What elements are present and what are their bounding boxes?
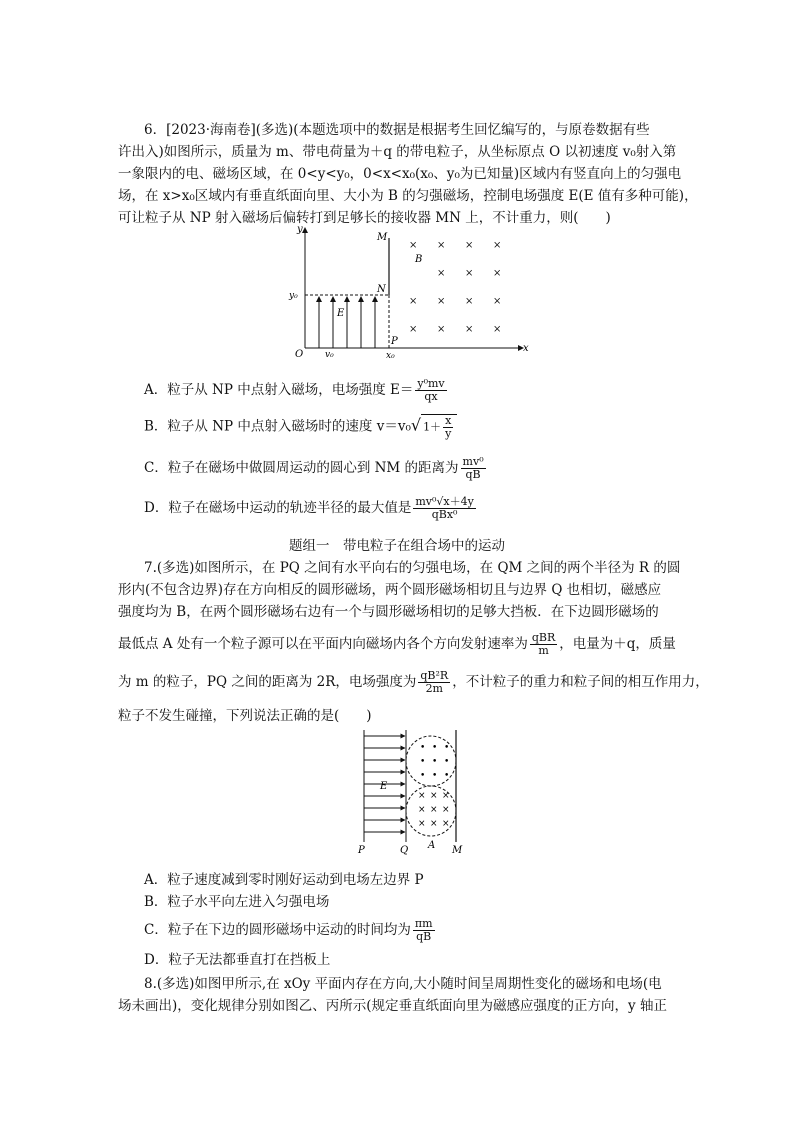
field-dot-mark: • [420,771,426,781]
q6-option-d-fraction: $\frac{\text{mv⁰√x＋4y}}{\text{qBx⁰}}$ [415,495,474,521]
fig1-x0: x₀ [386,351,395,361]
q6-option-a[interactable] [144,378,449,403]
q7-figure [350,726,470,858]
fig2-Q: Q [400,845,409,856]
q7-line3: 强度均为 B，在两个圆形磁场右边有一个与圆形磁场相切的足够大挡板．在下边圆形磁场的 [118,604,659,620]
field-dot-mark: • [432,757,438,767]
fig2-E: E [380,781,388,792]
q6-option-b[interactable]: B．粒子从 NP 中点射入磁场时的速度 v＝v₀√ 1＋ $\frac{x}{y}$ [144,414,457,440]
q6-line4: 场，在 x>x₀区域内有垂直纸面向里、大小为 B 的匀强磁场，控制电场强度 E(E 值有多种可能)， [118,188,698,204]
field-cross-mark: × [430,819,438,829]
q6-option-b-root: 1＋ $\frac{x}{y}$ [421,414,457,440]
field-cross-mark: × [418,819,426,829]
field-cross-mark: × [409,324,418,335]
fig1-N: N [377,284,386,295]
field-dot-mark: • [420,743,426,753]
fig1-P: P [391,336,398,347]
q6-figure [285,222,535,362]
field-cross-mark: × [493,240,502,251]
fig2-M: M [452,845,463,856]
fig2-A: A [428,840,436,851]
field-cross-mark: × [437,268,446,279]
q7-line5: 为 m 的粒子，PQ 之间的距离为 2R，电场强度为 $\frac{\text{qB²R}}{2m}$ ，不计粒子的重力和粒子间的相互作用力， [118,669,709,695]
q7-line4: 最低点 A 处有一个粒子源可以在平面内向磁场内各个方向发射速率为 $\frac{\text{qBR}}{m}$ ，电量为＋q，质量 [118,631,676,657]
field-cross-mark: × [430,805,438,815]
q7-option-d[interactable]: D．粒子无法都垂直打在挡板上 [144,952,331,968]
fig1-B: B [415,254,423,265]
field-cross-mark: × [442,791,450,801]
q6-option-a-fraction: $\frac{\text{y⁰mv}}{qx}$ [417,377,445,403]
field-cross-mark: × [409,296,418,307]
fig1-y0: y₀ [289,291,298,301]
q8-line2: 场未画出)，变化规律分别如图乙、丙所示(规定垂直纸面向里为磁感应强度的正方向，y 轴正 [118,998,667,1014]
q7-option-c-fraction: $\frac{\pi m}{qB}$ [414,917,433,943]
field-cross-mark: × [430,791,438,801]
field-cross-mark: × [418,791,426,801]
field-cross-mark: × [465,240,474,251]
q6-option-a-text: A．粒子从 NP 中点射入磁场，电场强度 E＝ [144,382,414,398]
fig1-O: O [295,349,304,360]
field-cross-mark: × [465,296,474,307]
field-cross-mark: × [442,805,450,815]
field-dot-mark: • [444,757,450,767]
q6-line5: 可让粒子从 NP 射入磁场后偏转打到足够长的接收器 MN 上，不计重力，则( ) [118,210,611,226]
field-dot-mark: • [432,771,438,781]
q6-option-d[interactable] [144,496,478,521]
field-cross-mark: × [465,268,474,279]
fig1-E: E [337,308,345,319]
fig1-y-label: y [297,224,303,235]
q8-line1: 8.(多选)如图甲所示,在 xOy 平面内存在方向,大小随时间呈周期性变化的磁场和电场(电 [144,976,662,992]
field-cross-mark: × [442,819,450,829]
fig1-x-label: x [523,343,529,354]
fig2-P: P [358,845,365,856]
field-cross-mark: × [437,240,446,251]
field-dot-mark: • [432,743,438,753]
field-cross-mark: × [465,324,474,335]
fig1-M: M [377,232,388,243]
q6-option-c-fraction: $\frac{\text{mv⁰}}{qB}$ [462,455,484,481]
q6-option-c[interactable] [144,456,488,481]
field-cross-mark: × [409,240,418,251]
field-cross-mark: × [437,296,446,307]
q7-line2: 形内(不包含边界)存在方向相反的圆形磁场，两个圆形磁场相切且与边界 Q 也相切，磁感应 [118,582,662,598]
field-dot-mark: • [420,757,426,767]
q7-option-c-text: C．粒子在下边的圆形磁场中运动的时间均为 [144,922,411,938]
q6-line1: 6．[2023·海南卷](多选)(本题选项中的数据是根据考生回忆编写的，与原卷数据有些 [144,122,650,138]
field-cross-mark: × [493,268,502,279]
section-heading: 题组一 带电粒子在组合场中的运动 [289,538,505,554]
field-dot-mark: • [444,743,450,753]
field-cross-mark: × [437,324,446,335]
q7-line1: 7.(多选)如图所示，在 PQ 之间有水平向右的匀强电场，在 QM 之间的两个半径为 R 的圆 [144,560,681,576]
q7-line6: 粒子不发生碰撞，下列说法正确的是( ) [118,708,372,724]
field-cross-mark: × [418,805,426,815]
q6-option-d-text: D．粒子在磁场中运动的轨迹半径的最大值是 [144,500,412,516]
q6-line3: 一象限内的电、磁场区域，在 0<y<y₀，0<x<x₀(x₀、y₀为已知量)区域内有竖直向上的匀强电 [118,166,682,182]
q6-option-c-text: C．粒子在磁场中做圆周运动的圆心到 NM 的距离为 [144,460,459,476]
q7-option-c[interactable] [144,918,437,943]
field-cross-mark: × [493,324,502,335]
field-dot-mark: • [444,771,450,781]
q6-option-b-text: B．粒子从 NP 中点射入磁场时的速度 v＝v₀ [144,418,411,435]
q7-option-b[interactable]: B．粒子水平向左进入匀强电场 [144,894,330,910]
fig1-v0: v₀ [325,350,334,360]
q6-line2: 许出入)如图所示，质量为 m、带电荷量为＋q 的带电粒子，从坐标原点 O 以初速度 v₀射入第 [118,144,677,160]
field-cross-mark: × [493,296,502,307]
q7-option-a[interactable]: A．粒子速度减到零时刚好运动到电场左边界 P [144,872,424,888]
